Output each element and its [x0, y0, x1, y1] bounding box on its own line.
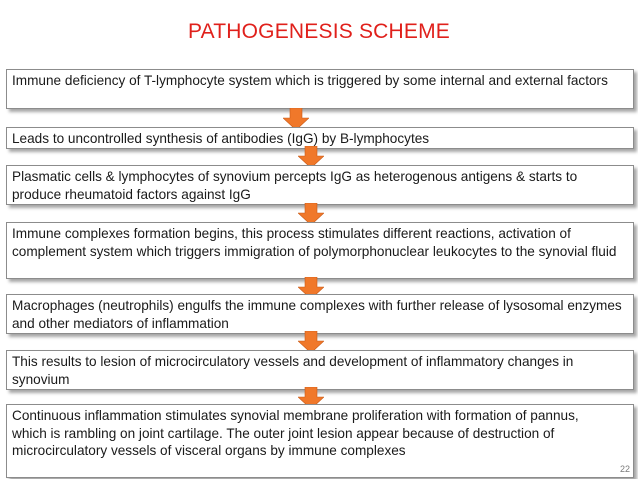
step-box-6 [6, 350, 634, 390]
step-text-2: Leads to uncontrolled synthesis of antibodies (IgG) by B-lymphocytes [12, 131, 430, 146]
step-text-6: This results to lesion of microcirculatory vessels and development of inflammatory changes in synovium [12, 354, 574, 387]
slide-title: PATHOGENESIS SCHEME [187, 20, 451, 43]
step-text-1: Immune deficiency of T-lymphocyte system which is triggered by some internal and external factors [12, 73, 608, 88]
page-number: 22 [619, 464, 630, 474]
step-text-4: Immune complexes formation begins, this process stimulates different reactions, activation of complement system which triggers immigration of polymorphonuclear leukocytes to the synovial fluid [12, 226, 617, 259]
step-text-5: Macrophages (neutrophils) engulfs the immune complexes with further release of lysosomal enzymes and other mediators of inflammation [12, 298, 622, 331]
step-box-3 [6, 165, 634, 205]
step-text-3: Plasmatic cells & lymphocytes of synovium percepts IgG as heterogenous antigens & starts to produce rheumatoid factors against IgG [12, 169, 578, 202]
step-box-1 [6, 69, 634, 109]
step-text-7: Continuous inflammation stimulates synovial membrane proliferation with formation of pannus, which is rambling on joint cartilage. The outer joint lesion appear because of destruction of microcirculatory vessels of visceral organs by immune complexes [12, 408, 579, 458]
step-box-4 [6, 222, 634, 279]
step-box-5 [6, 294, 634, 334]
step-box-7 [6, 404, 634, 478]
